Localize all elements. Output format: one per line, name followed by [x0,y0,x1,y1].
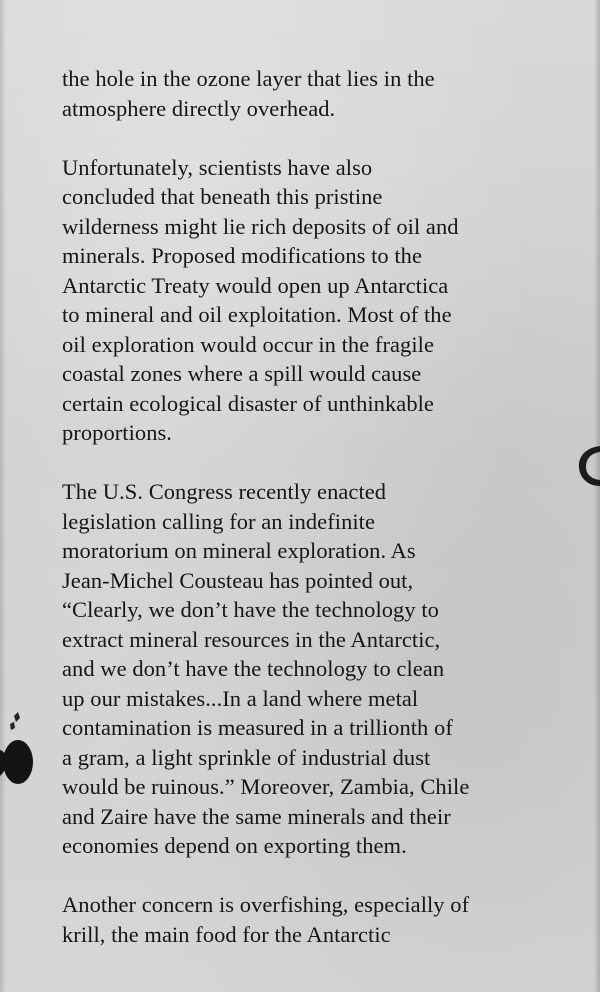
paragraph-overfishing: Another concern is overfishing, especially of krill, the main food for the Antarctic [62,892,470,947]
paragraph-congress-moratorium: The U.S. Congress recently enacted legislation calling for an indefinite moratorium on mineral exploration. As Jean-Michel Cousteau has pointed out, “Clearly, we don’t have the technology to extract mineral resources in the Antarctic, and we don’t have the technology to clean up our mistakes...In a land where metal contamination is measured in a trillionth of a gram, a light sprinkle of industrial dust would be ruinous.” Moreover, Zambia, Chile and Zaire have the same minerals and their economies depend on exporting them. [62,479,470,858]
page-right-shadow [594,0,600,992]
paragraph-mineral-deposits: Unfortunately, scientists have also concluded that beneath this pristine wilderness might lie rich deposits of oil and minerals. Proposed modifications to the Antarctic Treaty would open up Antarctica to mineral and oil exploitation. Most of the oil exploration would occur in the fragile coastal zones where a spill would cause certain ecological disaster of unthinkable proportions. [62,154,459,445]
paragraph-ozone-hole: the hole in the ozone layer that lies in the atmosphere directly overhead. [62,66,435,121]
page-left-shadow [0,0,6,992]
body-text [62,64,562,949]
margin-print-mark-right [574,442,600,490]
margin-print-mark-left [0,710,34,794]
